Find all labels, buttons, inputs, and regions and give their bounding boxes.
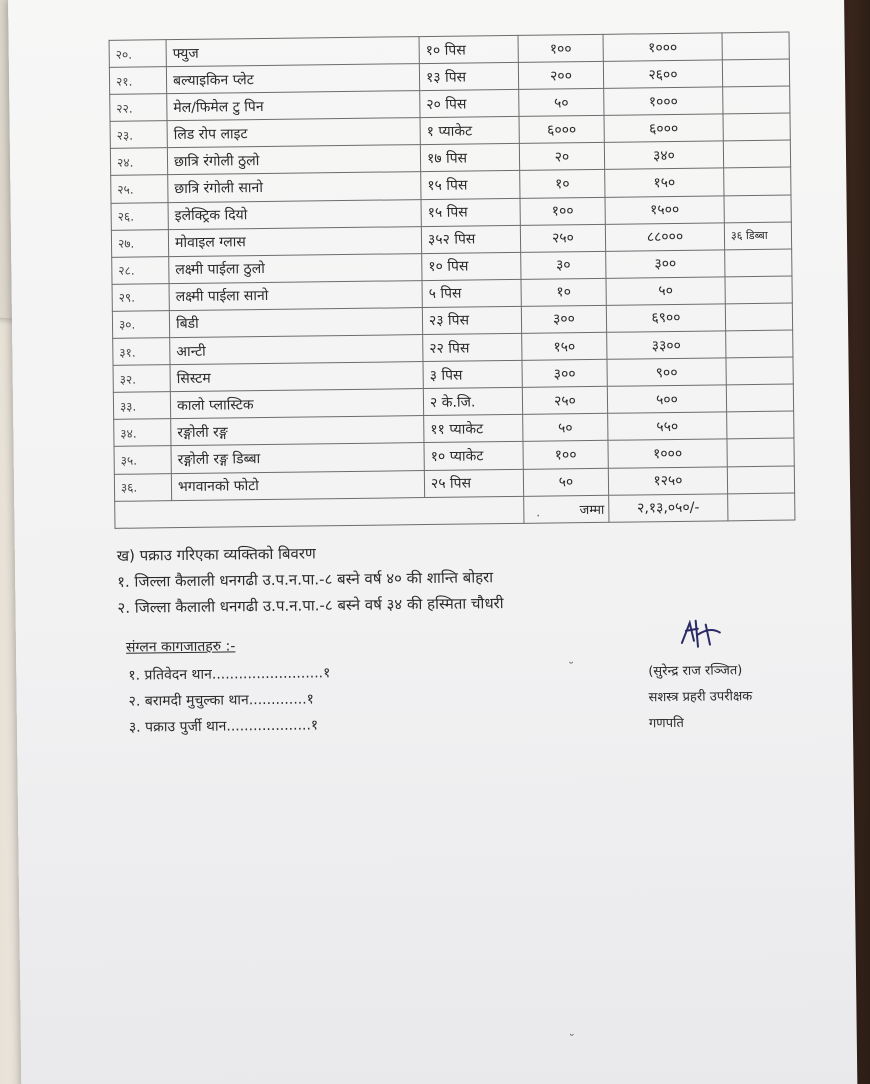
- amount-cell: ९००: [607, 358, 726, 387]
- item-name-cell: भगवानको फोटो: [171, 470, 424, 500]
- amount-cell: १५०: [605, 168, 724, 197]
- serial-number-cell: ३३.: [113, 392, 170, 420]
- rate-cell: १००: [518, 34, 603, 62]
- remark-cell: [725, 249, 792, 277]
- quantity-cell: १० पिस: [422, 252, 521, 280]
- serial-number-cell: २०.: [109, 40, 166, 68]
- remark-cell: [727, 466, 794, 494]
- rate-cell: २५०: [520, 224, 605, 252]
- rate-cell: ३००: [521, 305, 606, 333]
- ink-speck: ·: [536, 508, 541, 523]
- item-name-cell: रङ्गोली रङ्ग डिब्बा: [171, 443, 424, 473]
- amount-cell: ५५०: [608, 412, 727, 441]
- item-name-cell: बिडी: [169, 308, 422, 338]
- amount-cell: ६९००: [606, 304, 725, 333]
- rate-cell: ३०: [521, 251, 606, 279]
- remark-cell: [726, 357, 793, 385]
- quantity-cell: ३ पिस: [423, 360, 522, 388]
- rate-cell: ५०: [523, 414, 608, 442]
- item-name-cell: मेल/फिमेल टु पिन: [167, 91, 420, 121]
- item-name-cell: सिस्टम: [170, 362, 423, 392]
- remark-cell: [724, 168, 791, 196]
- signatory-unit: गणपति: [648, 715, 684, 732]
- item-name-cell: कालो प्लास्टिक: [170, 389, 423, 419]
- serial-number-cell: २२.: [110, 94, 167, 122]
- amount-cell: १०००: [608, 439, 727, 468]
- remark-cell: [723, 140, 790, 168]
- remark-cell: [724, 195, 791, 223]
- amount-cell: ५०: [606, 277, 725, 306]
- rate-cell: १००: [520, 197, 605, 225]
- total-value: २,१३,०५०/-: [609, 493, 728, 521]
- attachment-2: २. बरामदी मुचुल्का थान.............१: [128, 691, 315, 710]
- rate-cell: १५०: [522, 332, 607, 360]
- amount-cell: १०००: [604, 87, 723, 116]
- serial-number-cell: ३६.: [114, 473, 171, 501]
- items-table: [109, 32, 796, 529]
- total-label: जम्मा: [524, 495, 609, 523]
- total-spacer: [115, 496, 524, 528]
- amount-cell: १२५०: [608, 466, 727, 495]
- quantity-cell: १० पिस: [419, 35, 518, 63]
- serial-number-cell: २६.: [111, 202, 168, 230]
- quantity-cell: ३५२ पिस: [421, 225, 520, 253]
- serial-number-cell: २५.: [111, 175, 168, 203]
- serial-number-cell: २१.: [109, 67, 166, 95]
- arrested-persons-heading: ख) पक्राउ गरिएका व्यक्तिको बिवरण: [116, 544, 316, 565]
- quantity-cell: २३ पिस: [422, 306, 521, 334]
- item-name-cell: छात्रि रंगोली ठुलो: [167, 145, 420, 175]
- amount-cell: ३००: [606, 250, 725, 279]
- remark-cell: [723, 86, 790, 114]
- item-name-cell: लक्ष्मी पाईला सानो: [169, 280, 422, 310]
- quantity-cell: १० प्याकेट: [424, 442, 523, 470]
- rate-cell: २५०: [522, 387, 607, 415]
- remark-cell: [727, 411, 794, 439]
- ink-speck: ˘: [568, 660, 575, 675]
- signatory-name: (सुरेन्द्र राज रञ्जित): [648, 663, 743, 680]
- serial-number-cell: २९.: [112, 284, 169, 312]
- quantity-cell: २२ पिस: [423, 333, 522, 361]
- item-name-cell: फ्युज: [166, 37, 419, 67]
- quantity-cell: १५ पिस: [421, 198, 520, 226]
- serial-number-cell: ३२.: [113, 365, 170, 393]
- quantity-cell: १ प्याकेट: [420, 117, 519, 145]
- remark-cell: ३६ डिब्बा: [724, 222, 791, 250]
- amount-cell: ३४०: [604, 141, 723, 170]
- quantity-cell: १७ पिस: [420, 144, 519, 172]
- item-name-cell: लिड रोप लाइट: [167, 118, 420, 148]
- person-1: १. जिल्ला कैलाली धनगढी उ.प.न.पा.-८ बस्ने वर्ष ४० की शान्ति बोहरा: [117, 568, 494, 591]
- remark-cell: [722, 32, 789, 60]
- attachment-1: १. प्रतिवेदन थान.........................१: [128, 665, 331, 684]
- amount-cell: ६०००: [604, 114, 723, 143]
- remark-cell: [722, 59, 789, 87]
- quantity-cell: १३ पिस: [419, 62, 518, 90]
- serial-number-cell: २४.: [110, 148, 167, 176]
- quantity-cell: २५ पिस: [424, 469, 523, 497]
- remark-cell: [726, 384, 793, 412]
- remark-cell: [725, 303, 792, 331]
- ink-speck: ˘: [568, 1032, 575, 1047]
- signatory-rank: सशस्त्र प्रहरी उपरीक्षक: [648, 689, 753, 706]
- rate-cell: १०: [521, 278, 606, 306]
- rate-cell: ५०: [519, 89, 604, 117]
- quantity-cell: ५ पिस: [422, 279, 521, 307]
- rate-cell: १०: [520, 170, 605, 198]
- remark-cell: [723, 113, 790, 141]
- rate-cell: ६०००: [519, 116, 604, 144]
- item-name-cell: इलेक्ट्रिक दियो: [168, 199, 421, 229]
- item-name-cell: आन्टी: [170, 335, 423, 365]
- total-remark: [728, 493, 795, 521]
- rate-cell: २०: [519, 143, 604, 171]
- quantity-cell: ११ प्याकेट: [424, 415, 523, 443]
- item-name-cell: रङ्गोली रङ्ग: [171, 416, 424, 446]
- remark-cell: [726, 330, 793, 358]
- rate-cell: २००: [518, 61, 603, 89]
- remark-cell: [727, 438, 794, 466]
- quantity-cell: २० पिस: [420, 90, 519, 118]
- rate-cell: ५०: [523, 468, 608, 496]
- amount-cell: २६००: [603, 60, 722, 89]
- serial-number-cell: ३१.: [113, 338, 170, 366]
- attachments-heading: संग्लन कागजातहरु :-: [125, 638, 236, 656]
- amount-cell: १५००: [605, 195, 724, 224]
- serial-number-cell: २८.: [112, 256, 169, 284]
- quantity-cell: २ के.जि.: [423, 388, 522, 416]
- amount-cell: ३३००: [607, 331, 726, 360]
- amount-cell: ८८०००: [605, 223, 724, 252]
- remark-cell: [725, 276, 792, 304]
- rate-cell: ३००: [522, 359, 607, 387]
- rate-cell: १००: [523, 441, 608, 469]
- item-name-cell: लक्ष्मी पाईला ठुलो: [169, 253, 422, 283]
- handwritten-signature: [676, 616, 726, 651]
- person-2: २. जिल्ला कैलाली धनगढी उ.प.न.पा.-८ बस्ने वर्ष ३४ की हस्मिता चौधरी: [117, 594, 504, 617]
- quantity-cell: १५ पिस: [421, 171, 520, 199]
- item-name-cell: मोवाइल ग्लास: [168, 226, 421, 256]
- document-page: [8, 0, 857, 1084]
- serial-number-cell: २३.: [110, 121, 167, 149]
- items-table-body: [109, 32, 795, 501]
- serial-number-cell: २७.: [111, 229, 168, 257]
- item-name-cell: छात्रि रंगोली सानो: [168, 172, 421, 202]
- amount-cell: १०००: [603, 33, 722, 62]
- amount-cell: ५००: [607, 385, 726, 414]
- serial-number-cell: ३०.: [112, 311, 169, 339]
- item-name-cell: बल्याइकिन प्लेट: [166, 64, 419, 94]
- attachment-3: ३. पक्राउ पुर्जी थान...................१: [128, 717, 319, 736]
- serial-number-cell: ३५.: [114, 446, 171, 474]
- serial-number-cell: ३४.: [114, 419, 171, 447]
